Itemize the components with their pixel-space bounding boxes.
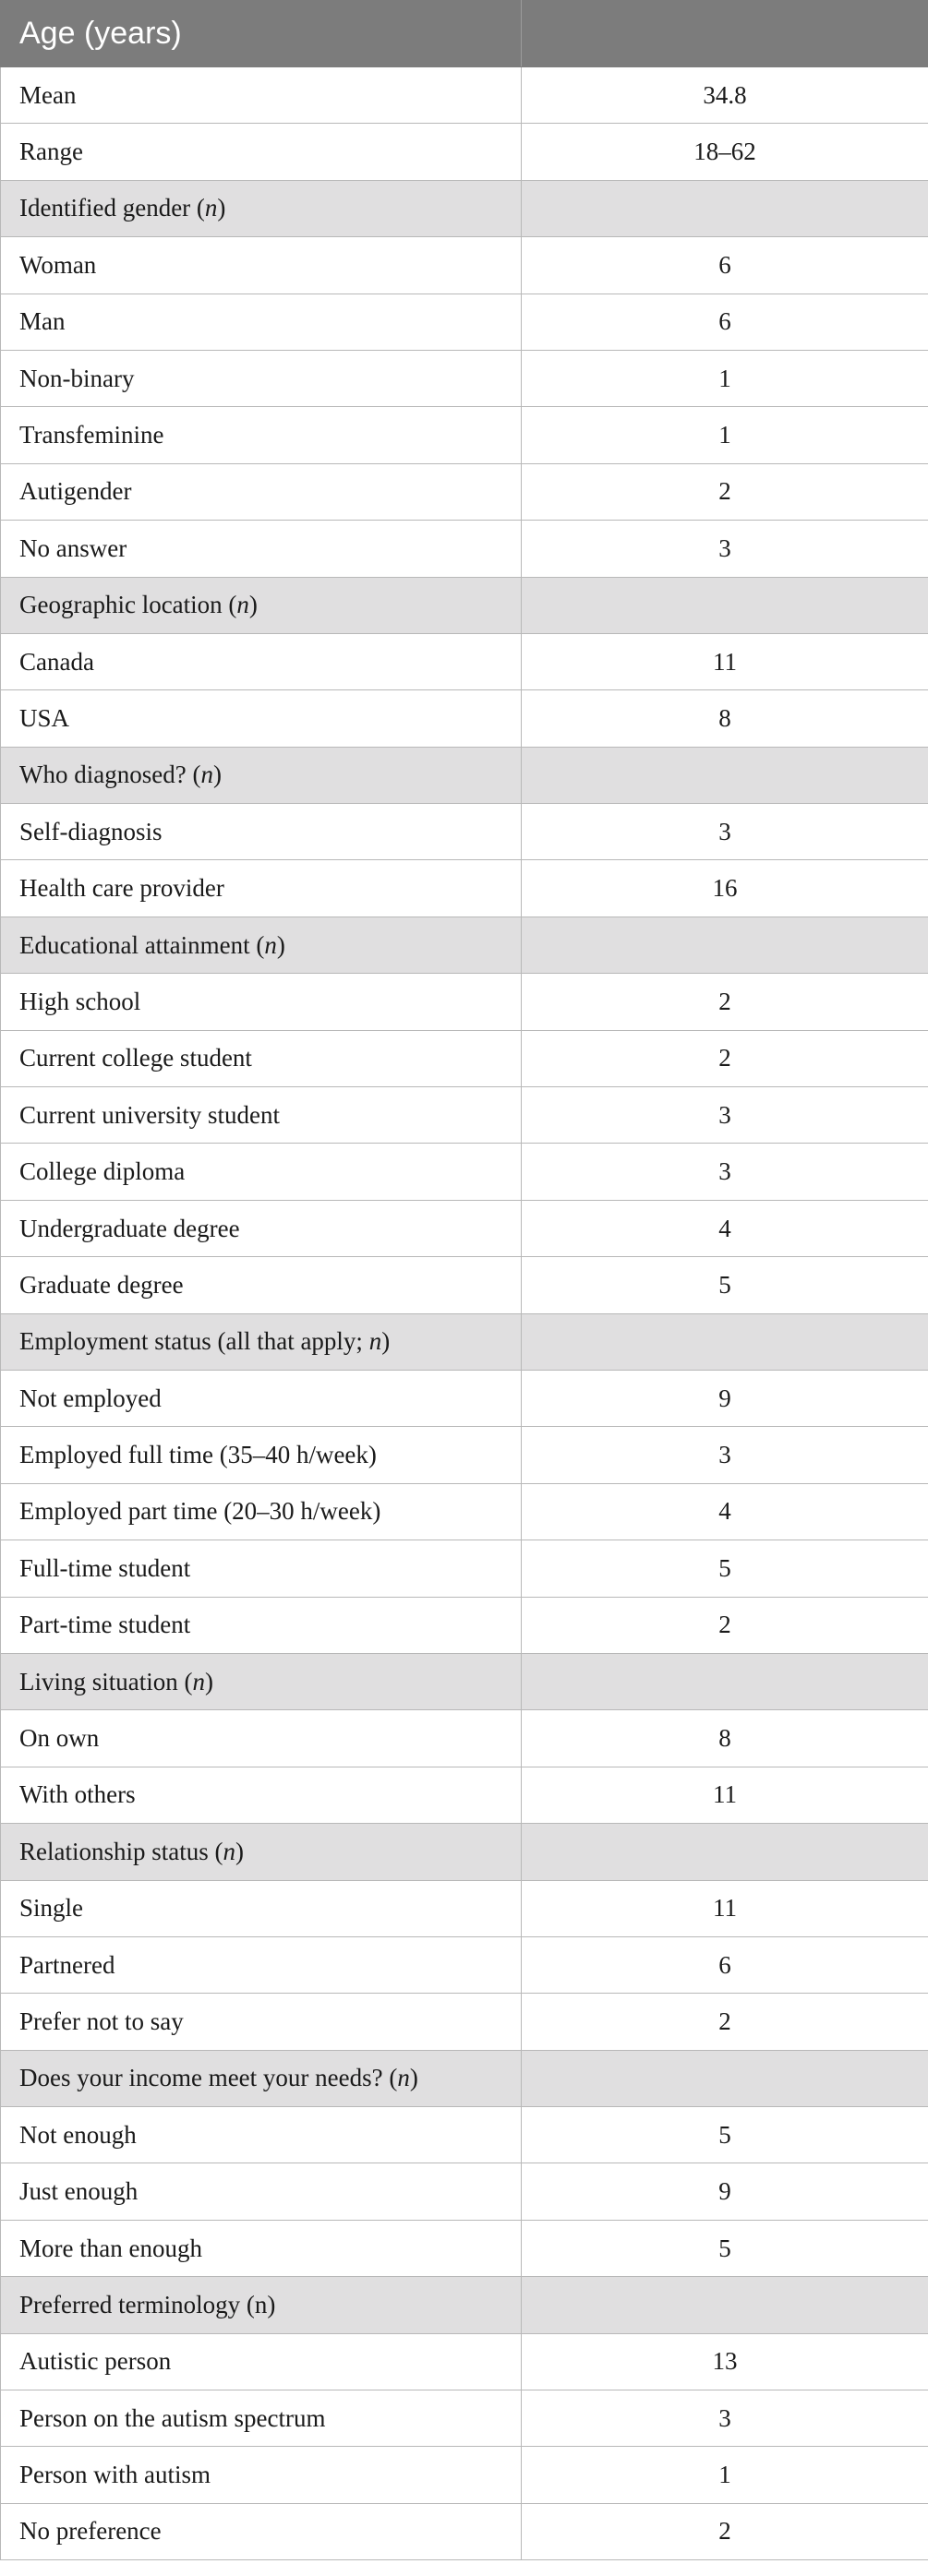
table-row bbox=[1, 1540, 928, 1597]
row-value: 2 bbox=[522, 2503, 928, 2559]
table-row bbox=[1, 463, 928, 520]
row-label: Not enough bbox=[1, 2107, 522, 2163]
row-value: 6 bbox=[522, 294, 928, 350]
row-label: Current college student bbox=[1, 1030, 522, 1086]
section-label bbox=[1, 917, 522, 973]
section-empty-cell bbox=[522, 1653, 928, 1709]
table-header bbox=[1, 1, 928, 67]
section-header-row bbox=[1, 747, 928, 803]
section-label-close: ) bbox=[204, 1667, 213, 1695]
row-value: 6 bbox=[522, 237, 928, 294]
table-row bbox=[1, 2107, 928, 2163]
row-value: 9 bbox=[522, 2163, 928, 2220]
row-value: 1 bbox=[522, 407, 928, 463]
section-header-row bbox=[1, 2277, 928, 2333]
row-value: 2 bbox=[522, 974, 928, 1030]
row-value: 9 bbox=[522, 1370, 928, 1426]
section-label bbox=[1, 1313, 522, 1370]
table-row bbox=[1, 1936, 928, 1993]
section-label bbox=[1, 1824, 522, 1880]
row-value: 2 bbox=[522, 1597, 928, 1653]
row-value: 3 bbox=[522, 1087, 928, 1144]
table-row bbox=[1, 2163, 928, 2220]
row-label: Self-diagnosis bbox=[1, 804, 522, 860]
section-label-text: Identified gender ( bbox=[19, 194, 205, 222]
row-value: 5 bbox=[522, 1540, 928, 1597]
row-value: 2 bbox=[522, 1030, 928, 1086]
row-label: Prefer not to say bbox=[1, 1994, 522, 2050]
section-label-n: n bbox=[200, 761, 213, 789]
row-value: 4 bbox=[522, 1200, 928, 1256]
table-row bbox=[1, 1994, 928, 2050]
row-value: 3 bbox=[522, 1427, 928, 1483]
table-row bbox=[1, 974, 928, 1030]
row-label: Graduate degree bbox=[1, 1257, 522, 1313]
table-row bbox=[1, 67, 928, 124]
row-value: 3 bbox=[522, 804, 928, 860]
section-label-n: n bbox=[204, 194, 218, 222]
row-value: 2 bbox=[522, 1994, 928, 2050]
table-row bbox=[1, 1257, 928, 1313]
section-empty-cell bbox=[522, 1824, 928, 1880]
row-label: No answer bbox=[1, 521, 522, 577]
table-row bbox=[1, 1370, 928, 1426]
section-header-row bbox=[1, 577, 928, 633]
table-row bbox=[1, 1483, 928, 1540]
row-label: More than enough bbox=[1, 2220, 522, 2276]
table-row bbox=[1, 804, 928, 860]
section-label-close: ) bbox=[409, 2064, 418, 2092]
row-label: USA bbox=[1, 690, 522, 747]
section-label bbox=[1, 2277, 522, 2333]
row-label: No preference bbox=[1, 2503, 522, 2559]
section-label-close: ) bbox=[217, 194, 226, 222]
section-label-close: ) bbox=[248, 591, 258, 619]
table-row bbox=[1, 2447, 928, 2503]
section-label-text: Preferred terminology (n) bbox=[19, 2290, 276, 2318]
section-label-text: Employment status (all that apply; bbox=[19, 1327, 369, 1356]
table-row bbox=[1, 860, 928, 917]
row-value: 8 bbox=[522, 690, 928, 747]
table-row bbox=[1, 690, 928, 747]
section-header-row bbox=[1, 1313, 928, 1370]
row-value: 3 bbox=[522, 1144, 928, 1200]
section-empty-cell bbox=[522, 1313, 928, 1370]
section-header-row bbox=[1, 2050, 928, 2106]
section-label bbox=[1, 180, 522, 236]
row-label: Man bbox=[1, 294, 522, 350]
section-label-text: Does your income meet your needs? ( bbox=[19, 2064, 398, 2092]
table-row bbox=[1, 2503, 928, 2559]
section-label-n: n bbox=[192, 1667, 205, 1695]
section-header-row bbox=[1, 917, 928, 973]
section-label bbox=[1, 577, 522, 633]
row-label: Not employed bbox=[1, 1370, 522, 1426]
table-row bbox=[1, 2220, 928, 2276]
section-label-n: n bbox=[264, 930, 277, 959]
section-label-text: Educational attainment ( bbox=[19, 930, 265, 959]
row-label: Health care provider bbox=[1, 860, 522, 917]
table-row bbox=[1, 294, 928, 350]
row-label: College diploma bbox=[1, 1144, 522, 1200]
row-value: 3 bbox=[522, 2390, 928, 2447]
section-label-close: ) bbox=[381, 1327, 391, 1356]
row-label: On own bbox=[1, 1710, 522, 1767]
row-value: 6 bbox=[522, 1936, 928, 1993]
section-label bbox=[1, 2050, 522, 2106]
header-empty-cell bbox=[522, 1, 928, 67]
section-label-close: ) bbox=[276, 930, 285, 959]
row-value: 11 bbox=[522, 1880, 928, 1936]
section-header-row bbox=[1, 1653, 928, 1709]
row-value: 3 bbox=[522, 521, 928, 577]
section-label-n: n bbox=[368, 1327, 382, 1356]
table-row bbox=[1, 521, 928, 577]
table-row bbox=[1, 2390, 928, 2447]
row-value: 5 bbox=[522, 2107, 928, 2163]
header-row bbox=[1, 1, 928, 67]
section-empty-cell bbox=[522, 917, 928, 973]
row-value: 5 bbox=[522, 1257, 928, 1313]
row-value: 2 bbox=[522, 463, 928, 520]
table-row bbox=[1, 1030, 928, 1086]
row-value: 16 bbox=[522, 860, 928, 917]
section-label-close: ) bbox=[212, 761, 222, 789]
row-value: 5 bbox=[522, 2220, 928, 2276]
section-label-close: ) bbox=[235, 1837, 244, 1865]
section-label-text: Geographic location ( bbox=[19, 591, 237, 619]
row-label: High school bbox=[1, 974, 522, 1030]
table-row bbox=[1, 1200, 928, 1256]
row-value: 34.8 bbox=[522, 67, 928, 124]
row-label: Person on the autism spectrum bbox=[1, 2390, 522, 2447]
row-label: Canada bbox=[1, 633, 522, 689]
table-row bbox=[1, 1144, 928, 1200]
section-empty-cell bbox=[522, 577, 928, 633]
row-label: Autigender bbox=[1, 463, 522, 520]
table-row bbox=[1, 237, 928, 294]
row-label: Partnered bbox=[1, 1936, 522, 1993]
table-row bbox=[1, 350, 928, 406]
row-value: 13 bbox=[522, 2333, 928, 2390]
table-row bbox=[1, 1087, 928, 1144]
table-row bbox=[1, 1767, 928, 1823]
row-value: 4 bbox=[522, 1483, 928, 1540]
row-label: With others bbox=[1, 1767, 522, 1823]
table-row bbox=[1, 1427, 928, 1483]
table-row bbox=[1, 1880, 928, 1936]
section-empty-cell bbox=[522, 180, 928, 236]
row-label: Non-binary bbox=[1, 350, 522, 406]
section-label-n: n bbox=[397, 2064, 410, 2092]
row-value: 8 bbox=[522, 1710, 928, 1767]
table-body bbox=[1, 67, 928, 2560]
row-value: 18–62 bbox=[522, 124, 928, 180]
table-row bbox=[1, 1597, 928, 1653]
table-row bbox=[1, 124, 928, 180]
row-value: 11 bbox=[522, 633, 928, 689]
row-label: Full-time student bbox=[1, 1540, 522, 1597]
section-label-n: n bbox=[223, 1837, 235, 1865]
row-label: Part-time student bbox=[1, 1597, 522, 1653]
section-empty-cell bbox=[522, 747, 928, 803]
row-label: Woman bbox=[1, 237, 522, 294]
row-label: Current university student bbox=[1, 1087, 522, 1144]
section-header-row bbox=[1, 180, 928, 236]
section-empty-cell bbox=[522, 2277, 928, 2333]
row-label: Single bbox=[1, 1880, 522, 1936]
row-label: Just enough bbox=[1, 2163, 522, 2220]
section-label-n: n bbox=[236, 591, 249, 619]
row-label: Person with autism bbox=[1, 2447, 522, 2503]
row-label: Range bbox=[1, 124, 522, 180]
row-label: Employed part time (20–30 h/week) bbox=[1, 1483, 522, 1540]
section-label-text: Who diagnosed? ( bbox=[19, 761, 201, 789]
row-label: Autistic person bbox=[1, 2333, 522, 2390]
section-label bbox=[1, 1653, 522, 1709]
section-empty-cell bbox=[522, 2050, 928, 2106]
table-row bbox=[1, 407, 928, 463]
row-label: Mean bbox=[1, 67, 522, 124]
row-label: Transfeminine bbox=[1, 407, 522, 463]
row-label: Undergraduate degree bbox=[1, 1200, 522, 1256]
section-label-text: Relationship status ( bbox=[19, 1837, 223, 1865]
table-row bbox=[1, 1710, 928, 1767]
row-value: 1 bbox=[522, 2447, 928, 2503]
table-row bbox=[1, 2333, 928, 2390]
section-label bbox=[1, 747, 522, 803]
section-label-text: Living situation ( bbox=[19, 1667, 193, 1695]
section-header-row bbox=[1, 1824, 928, 1880]
header-age-years: Age (years) bbox=[1, 1, 522, 67]
row-value: 1 bbox=[522, 350, 928, 406]
table-row bbox=[1, 633, 928, 689]
row-label: Employed full time (35–40 h/week) bbox=[1, 1427, 522, 1483]
row-value: 11 bbox=[522, 1767, 928, 1823]
